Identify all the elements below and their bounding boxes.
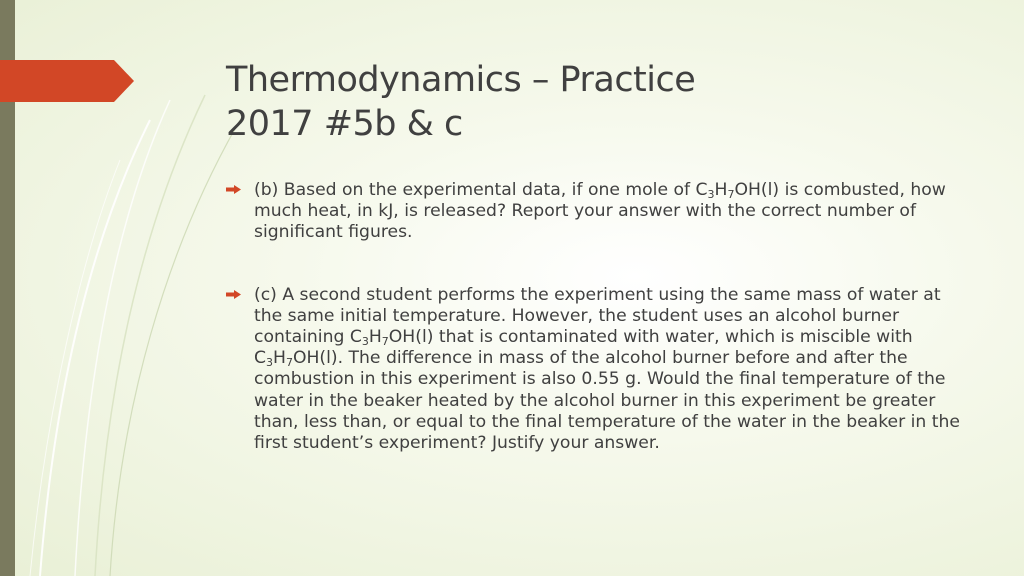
bullet-text: (c) A second student performs the experiment using the same mass of water at the same initial temperature. However, the student uses an alcohol burner containing $C_3H_7OH(l)$ that is contaminated with water, which is miscible with $C_3H_7OH(l)$. The difference in mass of the alcohol burner before and after the combustion in this experiment is also 0.55 g. Would the final temperature of the water in the beaker heated by the alcohol burner in this experiment be greater than, less than, or equal to the final temperature of the water in the beaker in the first student’s experiment? Justify your answer. xyxy=(254,284,960,454)
slide-content xyxy=(226,180,971,454)
slide-title xyxy=(226,58,986,146)
title-line-1: Thermodynamics – Practice xyxy=(226,60,696,100)
bullet-item-b xyxy=(226,180,971,244)
arrow-bullet-icon xyxy=(226,290,241,299)
accent-tab xyxy=(0,60,134,102)
arrow-bullet-icon xyxy=(226,185,241,194)
title-line-2: 2017 #5b & c xyxy=(226,104,463,144)
bullet-text: (b) Based on the experimental data, if one mole of $C_3H_7OH(l)$ is combusted, how much heat, in kJ, is released? Report your answer with the correct number of significant figures. xyxy=(254,180,946,243)
bullet-item-c xyxy=(226,285,971,455)
